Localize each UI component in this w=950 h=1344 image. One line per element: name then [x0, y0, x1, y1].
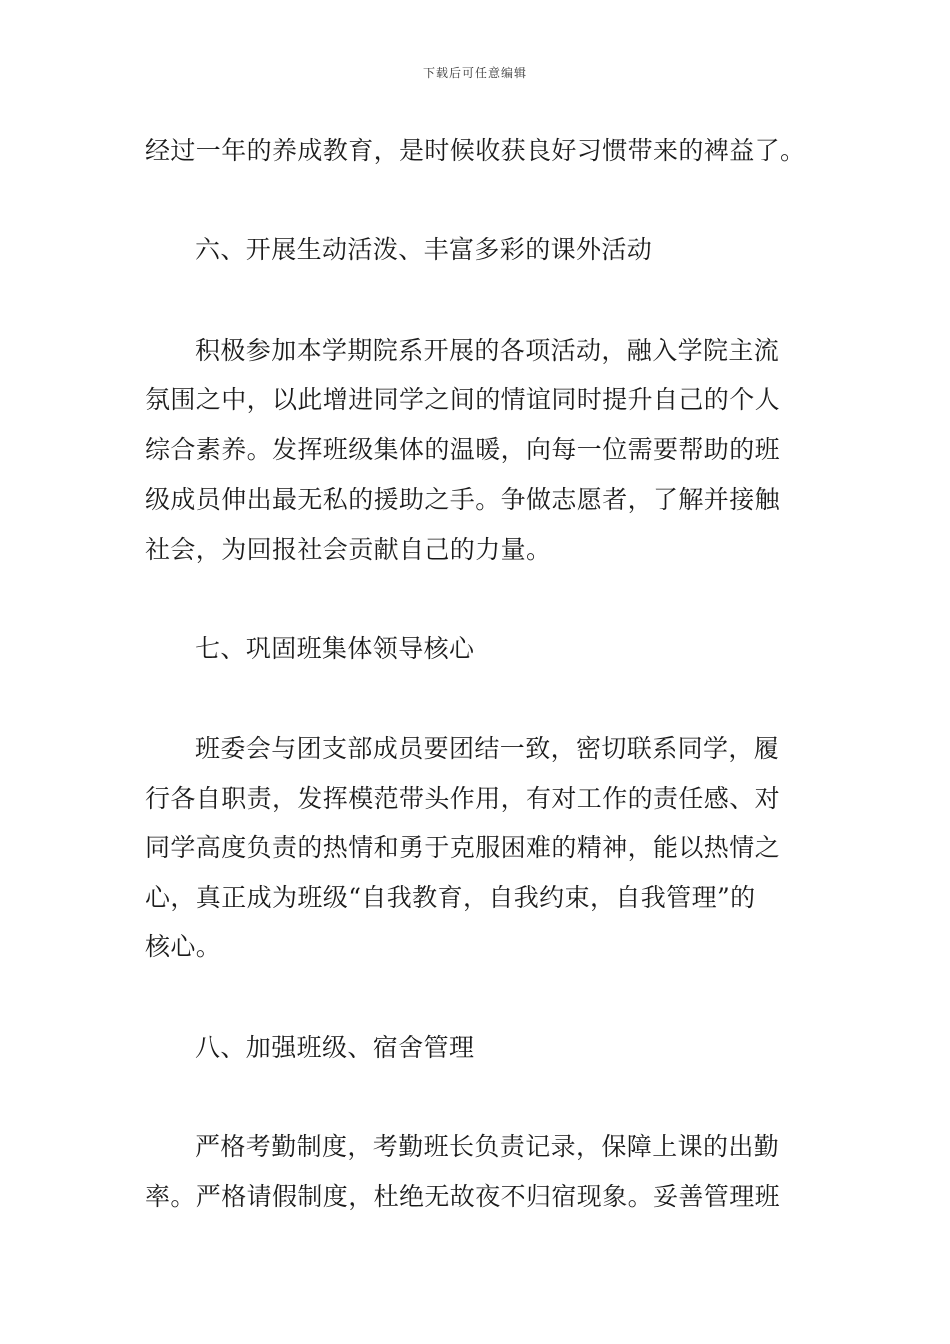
section-heading-7: 七、巩固班集体领导核心: [195, 634, 475, 663]
paragraph-line: 行各自职责，发挥模范带头作用，有对工作的责任感、对: [145, 784, 781, 813]
paragraph-line: 同学高度负责的热情和勇于克服困难的精神，能以热情之: [145, 833, 781, 862]
paragraph-line: 氛围之中，以此增进同学之间的情谊同时提升自己的个人: [145, 385, 781, 414]
section-heading-6: 六、开展生动活泼、丰富多彩的课外活动: [195, 235, 653, 264]
paragraph-line: 严格考勤制度，考勤班长负责记录，保障上课的出勤: [195, 1132, 780, 1161]
paragraph-line: 核心。: [145, 932, 222, 961]
section-heading-8: 八、加强班级、宿舍管理: [195, 1033, 475, 1062]
paragraph-line: 经过一年的养成教育，是时候收获良好习惯带来的裨益了。: [145, 136, 806, 165]
paragraph-line: 心，真正成为班级“自我教育，自我约束，自我管理”的: [145, 883, 756, 912]
paragraph-line: 率。严格请假制度，杜绝无故夜不归宿现象。妥善管理班: [145, 1182, 781, 1211]
paragraph-line: 综合素养。发挥班级集体的温暖，向每一位需要帮助的班: [145, 435, 781, 464]
paragraph-line: 班委会与团支部成员要团结一致，密切联系同学，履: [195, 734, 780, 763]
paragraph-line: 社会，为回报社会贡献自己的力量。: [145, 535, 552, 564]
paragraph-line: 级成员伸出最无私的援助之手。争做志愿者，了解并接触: [145, 485, 781, 514]
paragraph-line: 积极参加本学期院系开展的各项活动，融入学院主流: [195, 336, 780, 365]
page-header: 下载后可任意编辑: [422, 66, 527, 80]
